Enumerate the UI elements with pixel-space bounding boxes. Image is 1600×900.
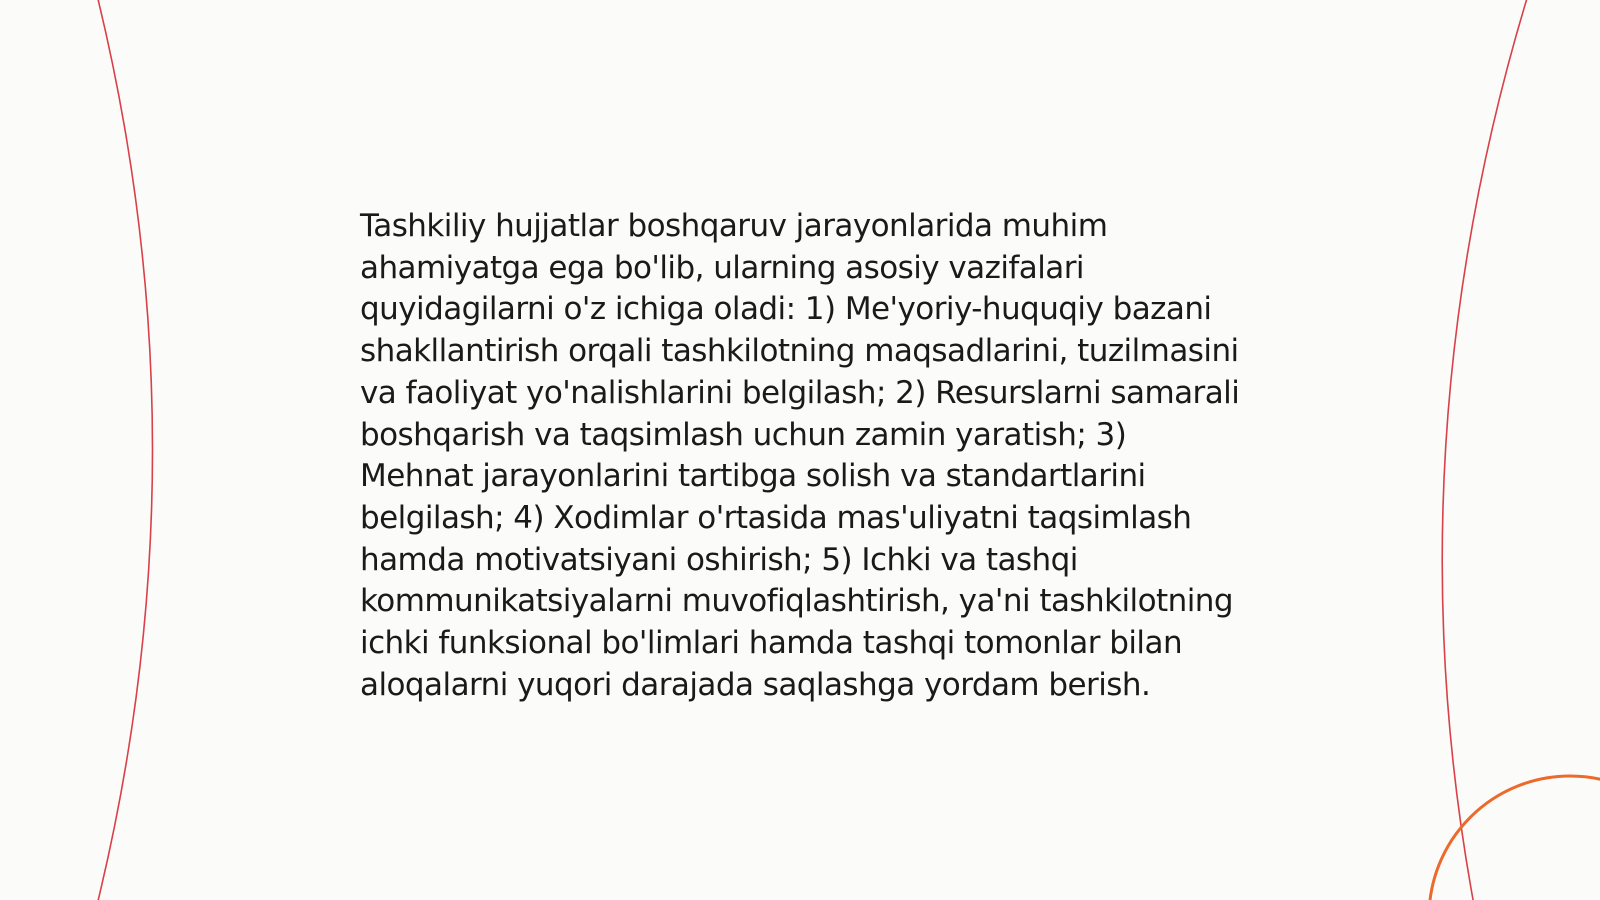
slide-body-text: Tashkiliy hujjatlar boshqaruv jarayonlarida muhim ahamiyatga ega bo'lib, ularning asosiy vazifalari quyidagilarni o'z ichiga oladi: 1) Me'yoriy-huquqiy bazani shakllantirish orqali tashkilotning maqsadlarini, tuzilmasini va faoliyat yo'nalishlarini belgilash; 2) Resurslarni samarali boshqarish va taqsimlash uchun zamin yaratish; 3) Mehnat jarayonlarini tartibga solish va standartlarini belgilash; 4) Xodimlar o'rtasida mas'uliyatni taqsimlash hamda motivatsiyani oshirish; 5) Ichki va tashqi kommunikatsiyalarni muvofiqlashtirish, ya'ni tashkilotning ichki funksional bo'limlari hamda tashqi tomonlar bilan aloqalarni yuqori darajada saqlashga yordam berish. [360, 208, 1240, 703]
orange-circle-outline [1429, 776, 1600, 900]
right-curve-line [1442, 0, 1528, 900]
left-curve-line [97, 0, 153, 900]
